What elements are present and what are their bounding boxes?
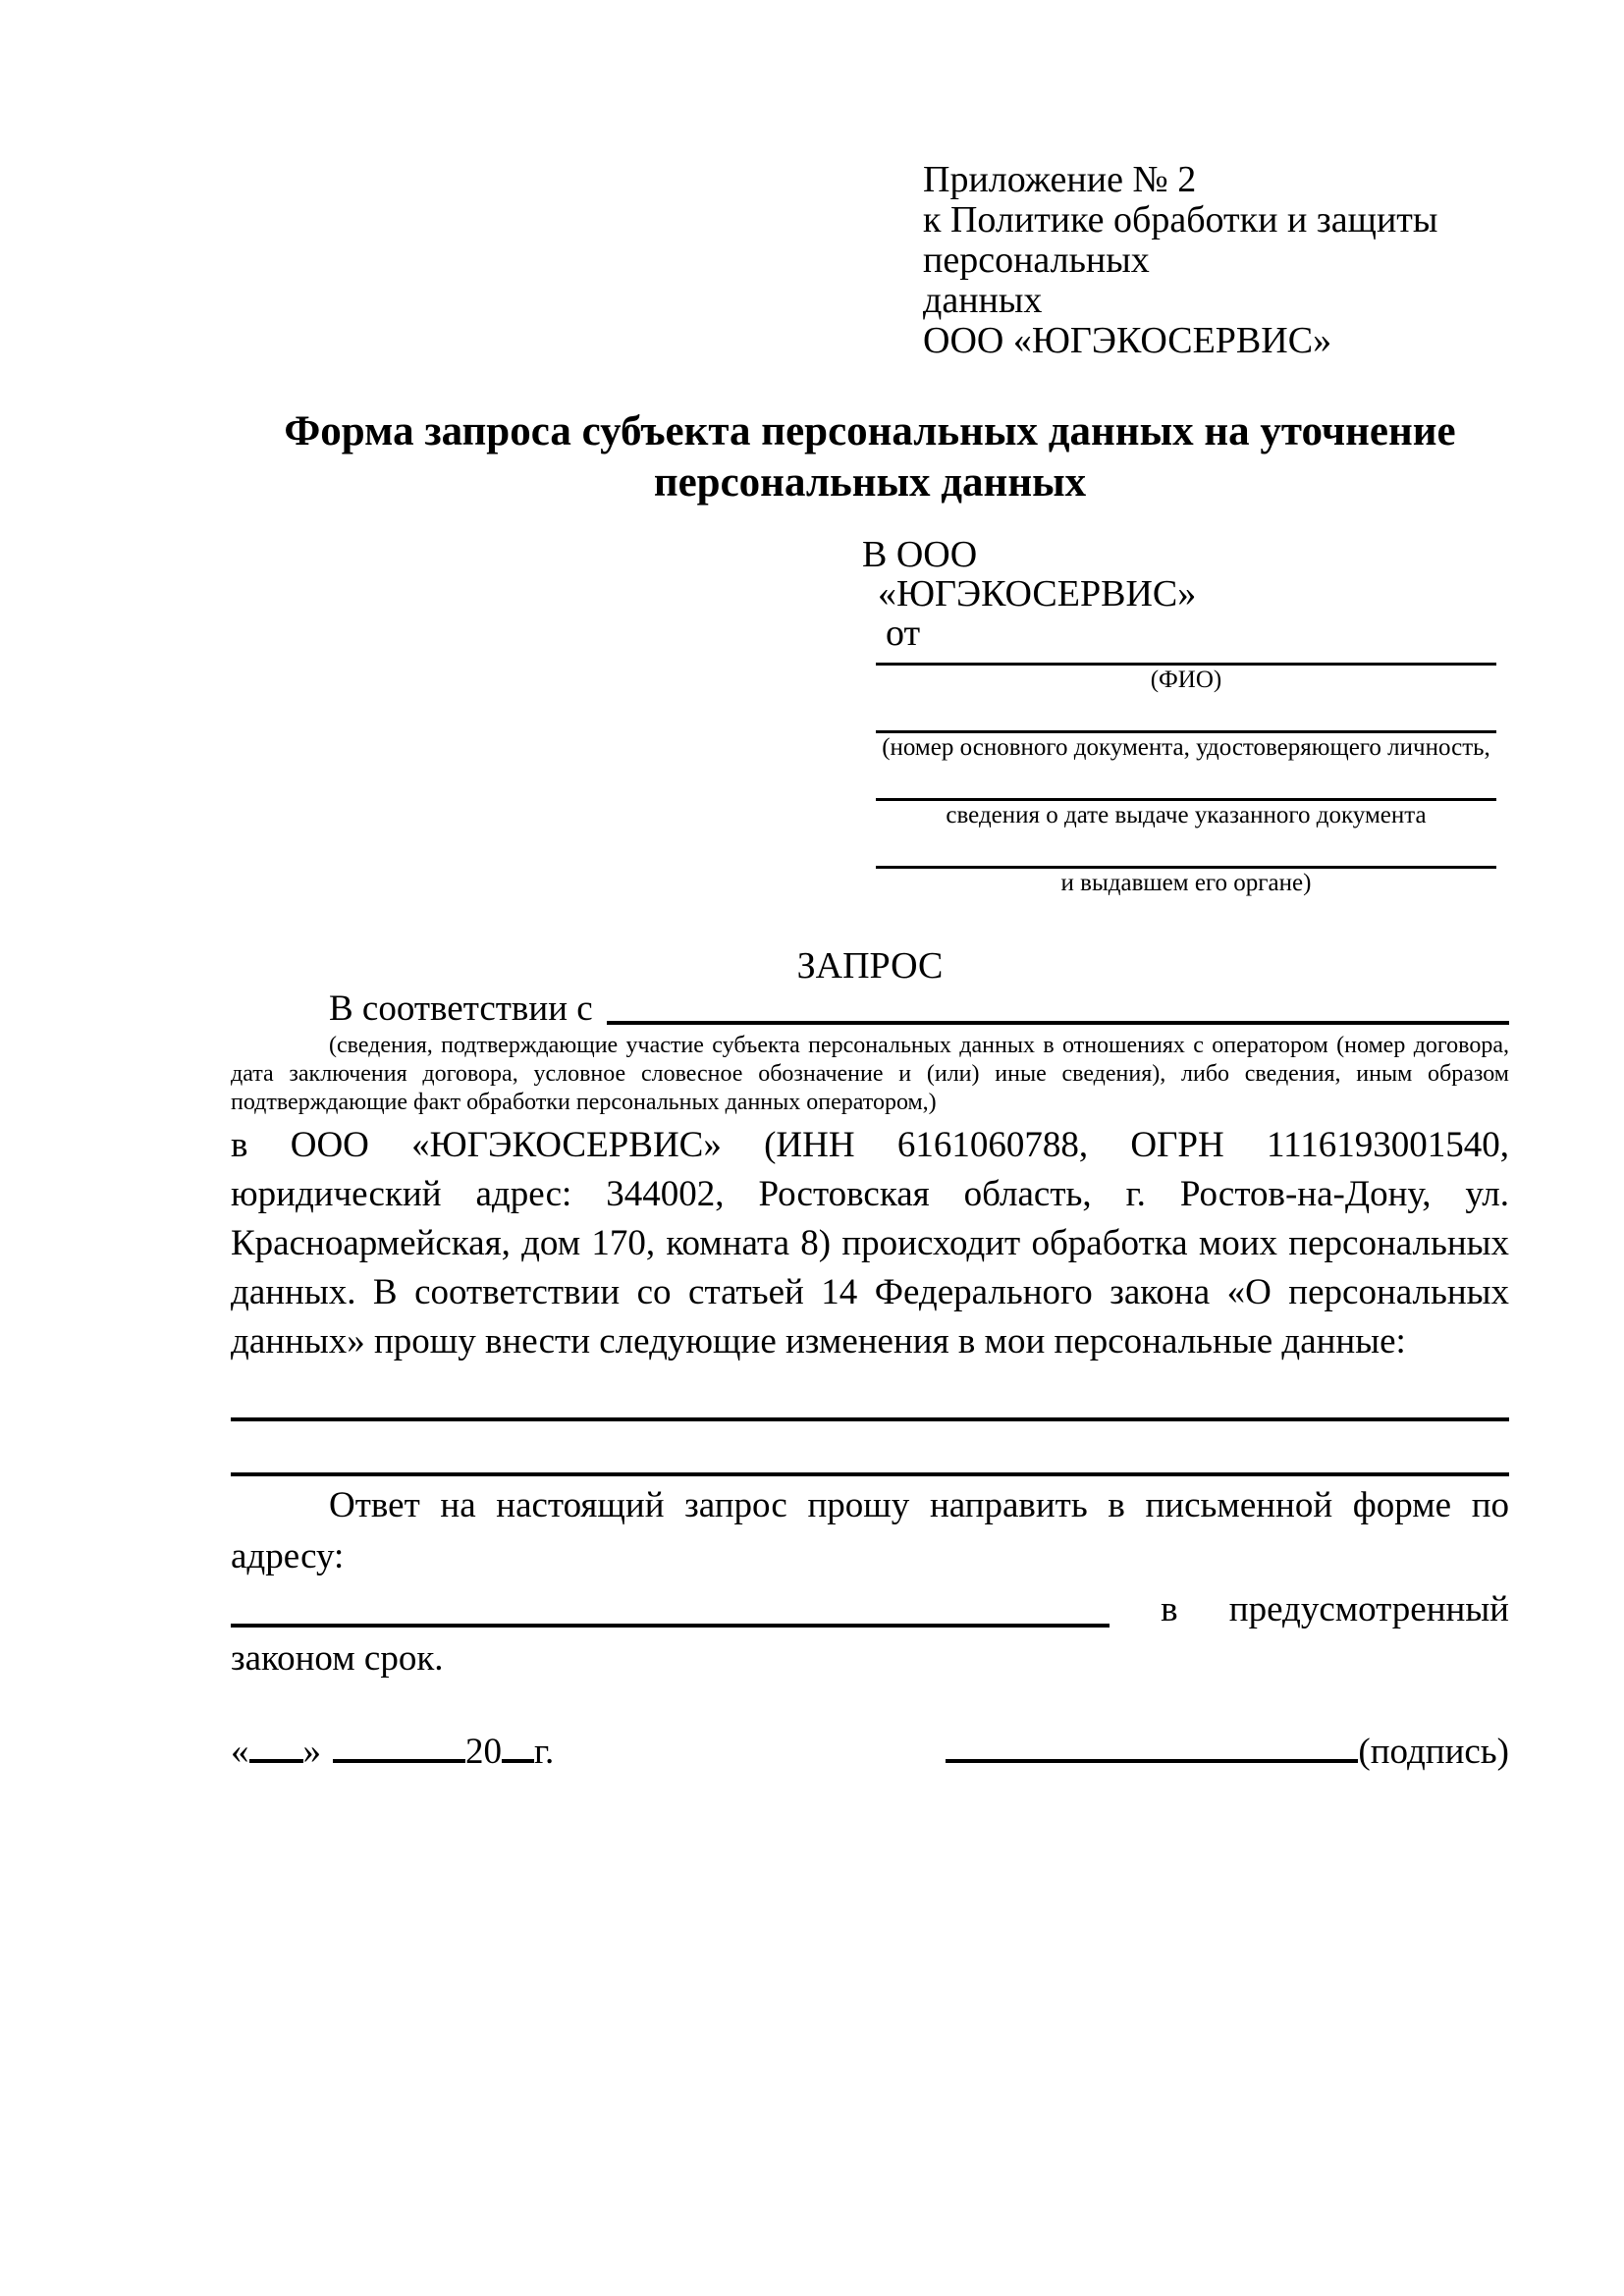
- fio-field: [862, 663, 1496, 695]
- appendix-header: [923, 160, 1509, 361]
- changes-fill-in-line-1[interactable]: [231, 1366, 1509, 1421]
- date-close-quote: »: [302, 1732, 321, 1772]
- changes-fill-in-line-2[interactable]: [231, 1421, 1509, 1476]
- addressee-fields: [862, 663, 1496, 898]
- basis-row: [231, 988, 1509, 1030]
- reply-word-right: предусмотренный: [1228, 1589, 1509, 1629]
- appendix-header-line: ООО «ЮГЭКОСЕРВИС»: [923, 320, 1332, 361]
- reply-paragraph-line1: Ответ на настоящий запрос прошу направить в письменной форме по адресу:: [231, 1485, 1509, 1576]
- issue-date-caption: сведения о дате выдаче указанного документа: [946, 802, 1427, 828]
- addressee-from-label: от: [886, 613, 921, 654]
- addressee-organization: «ЮГЭКОСЕРВИС»: [878, 573, 1197, 614]
- date-open-quote: «: [231, 1732, 249, 1772]
- document-number-caption: (номер основного документа, удостоверяющего личность,: [882, 734, 1490, 761]
- reply-word-v: в: [1161, 1589, 1178, 1629]
- request-heading: ЗАПРОС: [796, 945, 944, 987]
- appendix-header-line: Приложение № 2: [923, 159, 1197, 200]
- date-year-fill-in-line[interactable]: [502, 1732, 534, 1763]
- date-fill-in: [231, 1730, 554, 1775]
- reply-paragraph-line2: [231, 1582, 1509, 1633]
- signature-fill-in-line[interactable]: [946, 1732, 1358, 1763]
- appendix-header-line: данных: [923, 280, 1043, 321]
- basis-lead-text: В соответствии с: [329, 988, 593, 1029]
- signature-area: [946, 1730, 1509, 1775]
- issuing-authority-field: [862, 866, 1496, 898]
- document-title: [231, 406, 1509, 508]
- date-month-fill-in-line[interactable]: [333, 1732, 465, 1763]
- date-year-suffix: г.: [534, 1732, 555, 1772]
- reply-paragraph-line3: законом срок.: [231, 1638, 444, 1679]
- document-number-field: [862, 730, 1496, 763]
- addressee-block: [862, 535, 1496, 898]
- addressee-to: В ООО: [862, 534, 978, 575]
- appendix-header-line: к Политике обработки и защиты персональных: [923, 199, 1438, 281]
- date-year-prefix: 20: [465, 1732, 502, 1772]
- basis-fill-in-line[interactable]: [607, 1021, 1509, 1025]
- date-day-fill-in-line[interactable]: [249, 1732, 303, 1763]
- date-signature-row: [231, 1730, 1509, 1775]
- issue-date-field: [862, 798, 1496, 830]
- signature-caption: (подпись): [1358, 1732, 1509, 1772]
- issuing-authority-caption: и выдавшем его органе): [1060, 870, 1312, 896]
- fio-field-caption: (ФИО): [1150, 667, 1222, 693]
- reply-address-fill-in-line[interactable]: [231, 1624, 1110, 1628]
- document-title-line2: персональных данных: [653, 459, 1087, 506]
- document-title-line1: Форма запроса субъекта персональных данных на уточнение: [284, 408, 1456, 454]
- body-paragraph: в ООО «ЮГЭКОСЕРВИС» (ИНН 6161060788, ОГРН 1116193001540, юридический адрес: 344002, Ростовская область, г. Ростов-на-Дону, ул. Красноармейская, дом 170, комната 8) происходит обработка моих персональных данных. В соответствии со статьей 14 Федерального закона «О персональных данных» прошу внести следующие изменения в мои персональные данные:: [231, 1125, 1509, 1362]
- basis-fine-print: (сведения, подтверждающие участие субъекта персональных данных в отношениях с оператором (номер договора, дата заключения договора, условное словесное обозначение и (или) иные сведения), либо сведения, иным образом подтверждающие факт обработки персональных данных оператором,): [231, 1033, 1509, 1115]
